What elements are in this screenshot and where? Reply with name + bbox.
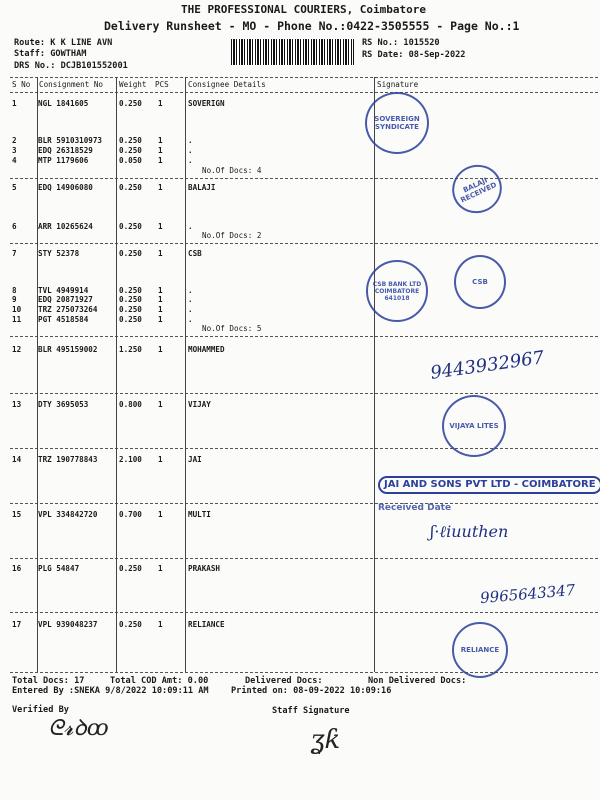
row-sno: 13 (12, 400, 22, 409)
entered-by: Entered By :SNEKA 9/8/2022 10:09:11 AM (12, 686, 209, 696)
row-pcs: 1 (158, 455, 163, 464)
row-weight: 0.250 (119, 315, 142, 324)
row-weight: 0.250 (119, 136, 142, 145)
stamp-text: BALAJI RECEIVED (459, 176, 498, 205)
row-details: BALAJI (188, 183, 216, 192)
row-weight: 1.250 (119, 345, 142, 354)
sovereign-stamp (365, 92, 429, 154)
docs-count: No.Of Docs: 2 (202, 231, 262, 240)
row-sno: 9 (12, 295, 17, 304)
row-details: . (188, 295, 193, 304)
row-weight: 0.250 (119, 620, 142, 629)
row-weight: 0.250 (119, 295, 142, 304)
vijaya-stamp (442, 395, 506, 457)
row-pcs: 1 (158, 286, 163, 295)
row-divider (10, 77, 598, 78)
row-cons: TRZ 275073264 (38, 305, 98, 314)
stamp-text: VIJAYA LITES (449, 422, 499, 430)
row-sno: 17 (12, 620, 22, 629)
row-details: . (188, 146, 193, 155)
row-cons: ARR 10265624 (38, 222, 93, 231)
row-sno: 8 (12, 286, 17, 295)
row-details: MOHAMMED (188, 345, 225, 354)
column-divider (116, 77, 117, 672)
row-details: . (188, 136, 193, 145)
column-header: Consignment No (39, 80, 104, 89)
row-sno: 2 (12, 136, 17, 145)
column-header: S No (12, 80, 31, 89)
row-divider (10, 92, 598, 93)
row-details: RELIANCE (188, 620, 225, 629)
row-divider (10, 672, 598, 673)
row-weight: 0.250 (119, 305, 142, 314)
row-details: . (188, 222, 193, 231)
row-pcs: 1 (158, 620, 163, 629)
stamp-text: SOVEREIGN SYNDICATE (374, 115, 420, 131)
row-weight: 0.250 (119, 286, 142, 295)
row-details: . (188, 315, 193, 324)
row-pcs: 1 (158, 156, 163, 165)
row-sno: 5 (12, 183, 17, 192)
row-details: MULTI (188, 510, 211, 519)
row-pcs: 1 (158, 183, 163, 192)
stamp-text: CSB (472, 278, 488, 286)
handwritten-phone-2: 9965643347 (479, 580, 577, 608)
row-pcs: 1 (158, 345, 163, 354)
row-details: . (188, 156, 193, 165)
row-cons: EDQ 26318529 (38, 146, 93, 155)
row-divider (10, 558, 598, 559)
row-sno: 1 (12, 99, 17, 108)
row-cons: EDQ 14906080 (38, 183, 93, 192)
row-cons: VPL 939048237 (38, 620, 98, 629)
staff-signature-mark: ʓƙ (310, 725, 341, 755)
row-pcs: 1 (158, 510, 163, 519)
row-sno: 3 (12, 146, 17, 155)
drs-number: DRS No.: DCJB101552001 (14, 61, 128, 71)
csb-bank-stamp (366, 260, 428, 322)
reliance-stamp (452, 622, 508, 678)
route: Route: K K LINE AVN (14, 38, 113, 48)
row-weight: 0.250 (119, 99, 142, 108)
row-sno: 15 (12, 510, 22, 519)
row-pcs: 1 (158, 400, 163, 409)
column-divider (185, 77, 186, 672)
row-divider (10, 448, 598, 449)
row-sno: 16 (12, 564, 22, 573)
verified-by-label: Verified By (12, 705, 69, 715)
row-pcs: 1 (158, 249, 163, 258)
column-divider (374, 77, 375, 672)
row-sno: 7 (12, 249, 17, 258)
row-divider (10, 243, 598, 244)
row-weight: 0.250 (119, 183, 142, 192)
balaji-stamp (444, 157, 510, 222)
delivered-docs: Delivered Docs: (245, 676, 323, 686)
barcode (231, 39, 354, 65)
docs-count: No.Of Docs: 5 (202, 324, 262, 333)
handwritten-phone-1: 9443932967 (429, 347, 546, 384)
docs-count: No.Of Docs: 4 (202, 166, 262, 175)
row-pcs: 1 (158, 305, 163, 314)
row-sno: 12 (12, 345, 22, 354)
row-details: PRAKASH (188, 564, 221, 573)
row-weight: 0.250 (119, 222, 142, 231)
row-divider (10, 612, 598, 613)
received-date-stamp: Received Date (378, 503, 452, 513)
rs-date: RS Date: 08-Sep-2022 (362, 50, 466, 60)
row-cons: STY 52378 (38, 249, 80, 258)
column-header: Consignee Details (188, 80, 266, 89)
row-cons: PLG 54847 (38, 564, 80, 573)
row-weight: 0.250 (119, 249, 142, 258)
row-divider (10, 178, 598, 179)
row-weight: 0.250 (119, 146, 142, 155)
row-details: . (188, 286, 193, 295)
row-sno: 4 (12, 156, 17, 165)
row-details: VIJAY (188, 400, 211, 409)
printed-on: Printed on: 08-09-2022 10:09:16 (231, 686, 392, 696)
row-divider (10, 503, 598, 504)
row-divider (10, 336, 598, 337)
row-pcs: 1 (158, 136, 163, 145)
row-sno: 14 (12, 455, 22, 464)
total-cod: Total COD Amt: 0.00 (110, 676, 209, 686)
row-cons: PGT 4518584 (38, 315, 89, 324)
row-cons: BLR 5910310973 (38, 136, 103, 145)
stamp-text: RELIANCE (460, 646, 500, 654)
row-pcs: 1 (158, 315, 163, 324)
row-pcs: 1 (158, 222, 163, 231)
non-delivered-docs: Non Delivered Docs: (368, 676, 467, 686)
company-title: THE PROFESSIONAL COURIERS, Coimbatore (181, 3, 427, 16)
multi-signature: ʃ·ℓiuuthen (430, 522, 509, 541)
jai-sons-stamp: JAI AND SONS PVT LTD - COIMBATORE (378, 476, 600, 494)
row-pcs: 1 (158, 146, 163, 155)
total-docs: Total Docs: 17 (12, 676, 85, 686)
row-details: SOVERIGN (188, 99, 225, 108)
row-cons: VPL 334842720 (38, 510, 98, 519)
csb-logo-stamp (454, 255, 506, 309)
row-weight: 2.100 (119, 455, 142, 464)
row-weight: 0.700 (119, 510, 142, 519)
row-divider (10, 393, 598, 394)
row-weight: 0.050 (119, 156, 142, 165)
row-cons: MTP 1179606 (38, 156, 89, 165)
runsheet-subtitle: Delivery Runsheet - MO - Phone No.:0422-3505555 - Page No.:1 (104, 19, 520, 33)
row-cons: TRZ 190778843 (38, 455, 98, 464)
row-sno: 10 (12, 305, 22, 314)
row-details: . (188, 305, 193, 314)
row-pcs: 1 (158, 295, 163, 304)
column-divider (37, 77, 38, 672)
row-details: CSB (188, 249, 202, 258)
row-cons: TVL 4949914 (38, 286, 89, 295)
verifier-signature: ᘓ𝓻ꝺꝏ (48, 716, 109, 741)
row-weight: 0.800 (119, 400, 142, 409)
staff: Staff: GOWTHAM (14, 49, 87, 59)
row-cons: DTY 3695053 (38, 400, 89, 409)
row-cons: EDQ 20871927 (38, 295, 93, 304)
row-sno: 11 (12, 315, 22, 324)
row-pcs: 1 (158, 564, 163, 573)
column-header: Weight (119, 80, 147, 89)
row-cons: NGL 1841605 (38, 99, 89, 108)
rs-number: RS No.: 1015520 (362, 38, 440, 48)
staff-signature-label: Staff Signature (272, 706, 350, 716)
row-cons: BLR 495159002 (38, 345, 98, 354)
row-pcs: 1 (158, 99, 163, 108)
column-header: Signature (377, 80, 419, 89)
row-sno: 6 (12, 222, 17, 231)
column-header: PCS (155, 80, 169, 89)
row-weight: 0.250 (119, 564, 142, 573)
row-details: JAI (188, 455, 202, 464)
stamp-text: CSB BANK LTD COIMBATORE 641018 (372, 280, 422, 302)
